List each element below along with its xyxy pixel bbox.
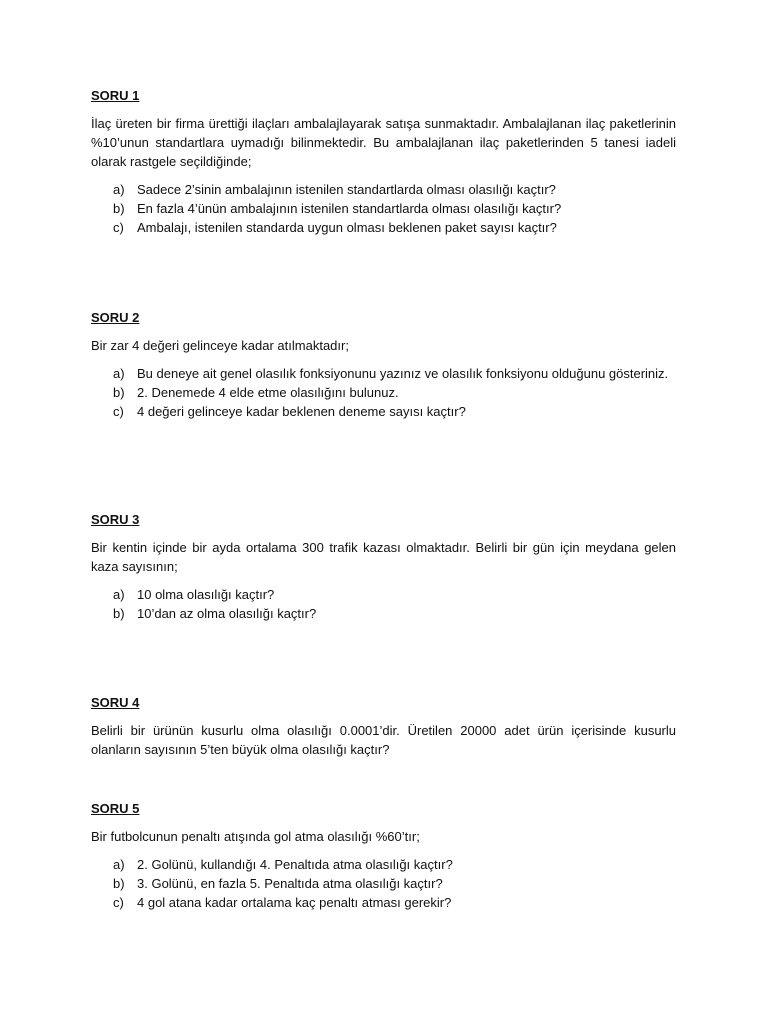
question-2 bbox=[91, 308, 676, 421]
question-intro: Belirli bir ürünün kusurlu olma olasılığı 0.0001’dir. Üretilen 20000 adet ürün içerisinde kusurlu olanların sayısının 5’ten büyük olma olasılığı kaçtır? bbox=[91, 723, 676, 757]
question-items bbox=[91, 585, 676, 623]
item-label: b) bbox=[113, 876, 125, 891]
question-item bbox=[91, 874, 676, 893]
item-label: c) bbox=[113, 404, 124, 419]
question-3 bbox=[91, 510, 676, 623]
item-text: 4 gol atana kadar ortalama kaç penaltı atması gerekir? bbox=[137, 895, 452, 910]
question-items bbox=[91, 855, 676, 912]
question-intro: Bir zar 4 değeri gelinceye kadar atılmaktadır; bbox=[91, 338, 349, 353]
question-title: SORU 3 bbox=[91, 512, 140, 527]
item-label: b) bbox=[113, 606, 125, 621]
item-text: 3. Golünü, en fazla 5. Penaltıda atma olasılığı kaçtır? bbox=[137, 876, 443, 891]
item-text: 10 olma olasılığı kaçtır? bbox=[137, 587, 275, 602]
item-label: b) bbox=[113, 385, 125, 400]
item-label: a) bbox=[113, 366, 125, 381]
item-label: c) bbox=[113, 895, 124, 910]
question-items bbox=[91, 180, 676, 237]
question-item bbox=[91, 218, 676, 237]
question-item bbox=[91, 180, 676, 199]
item-text: En fazla 4’ünün ambalajının istenilen standartlarda olması olasılığı kaçtır? bbox=[137, 201, 562, 216]
item-text: Bu deneye ait genel olasılık fonksiyonunu yazınız ve olasılık fonksiyonu olduğunu gösteriniz. bbox=[137, 366, 669, 381]
question-title: SORU 4 bbox=[91, 695, 140, 710]
item-text: 4 değeri gelinceye kadar beklenen deneme sayısı kaçtır? bbox=[137, 404, 466, 419]
question-item bbox=[91, 402, 676, 421]
item-label: a) bbox=[113, 182, 125, 197]
question-title: SORU 1 bbox=[91, 88, 140, 103]
question-title: SORU 2 bbox=[91, 310, 140, 325]
item-label: b) bbox=[113, 201, 125, 216]
question-item bbox=[91, 199, 676, 218]
item-text: Sadece 2’sinin ambalajının istenilen standartlarda olması olasılığı kaçtır? bbox=[137, 182, 556, 197]
question-intro: Bir kentin içinde bir ayda ortalama 300 trafik kazası olmaktadır. Belirli bir gün için meydana gelen kaza sayısının; bbox=[91, 540, 676, 574]
question-title: SORU 5 bbox=[91, 801, 140, 816]
question-item bbox=[91, 364, 676, 383]
item-label: a) bbox=[113, 587, 125, 602]
question-5 bbox=[91, 799, 676, 912]
item-text: 2. Golünü, kullandığı 4. Penaltıda atma olasılığı kaçtır? bbox=[137, 857, 453, 872]
question-intro: İlaç üreten bir firma ürettiği ilaçları ambalajlayarak satışa sunmaktadır. Ambalajlanan ilaç paketlerinin %10’unun standartlara uymadığı bilinmektedir. Bu ambalajlanan ilaç paketlerinden 5 tanesi iadeli olarak rastgele seçildiğinde; bbox=[91, 116, 676, 169]
item-text: 10’dan az olma olasılığı kaçtır? bbox=[137, 606, 317, 621]
question-item bbox=[91, 893, 676, 912]
question-4 bbox=[91, 693, 676, 768]
question-1 bbox=[91, 86, 676, 237]
item-label: a) bbox=[113, 857, 125, 872]
question-item bbox=[91, 585, 676, 604]
item-text: Ambalajı, istenilen standarda uygun olması beklenen paket sayısı kaçtır? bbox=[137, 220, 557, 235]
question-items bbox=[91, 364, 676, 421]
question-item bbox=[91, 383, 676, 402]
item-label: c) bbox=[113, 220, 124, 235]
question-item bbox=[91, 604, 676, 623]
question-item bbox=[91, 855, 676, 874]
question-intro: Bir futbolcunun penaltı atışında gol atma olasılığı %60’tır; bbox=[91, 829, 420, 844]
item-text: 2. Denemede 4 elde etme olasılığını bulunuz. bbox=[137, 385, 399, 400]
